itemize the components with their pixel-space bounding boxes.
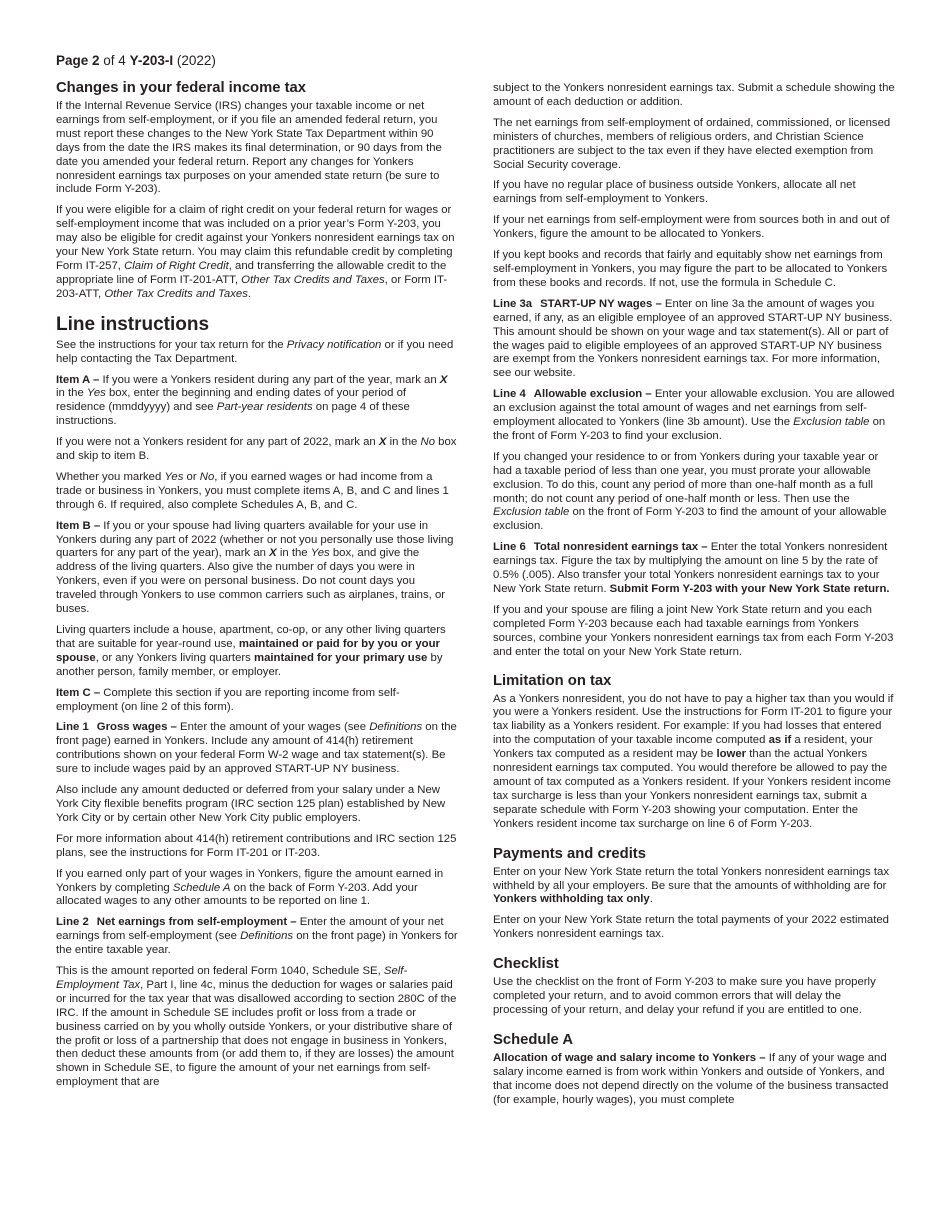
checklist-heading: Checklist <box>493 956 559 973</box>
more-info-paragraph: For more information about 414(h) retirement contributions and IRC section 125 plans, see the instructions for Form IT-201 or IT-203. <box>56 832 457 859</box>
item-c-paragraph: Item C – Complete this section if you are reporting income from self-employment (on line 2 of this form). <box>56 686 400 713</box>
payments-heading: Payments and credits <box>493 845 646 862</box>
payments-paragraph-1: Enter on your New York State return the total Yonkers nonresident earnings tax withheld by all your employers. Be sure that the amounts of withholding are for Yonkers withholding tax only. <box>493 865 890 906</box>
changes-paragraph-1: If the Internal Revenue Service (IRS) changes your taxable income or net earnings from self-employment, or if you file an amended federal return, you must report these changes to the New York State Tax Department within 90 days from the date the IRS makes its final determination, or 90 days from the date you amended your federal return. Report any changes for Yonkers nonresident earnings tax purposes on your amended state return (be sure to include Form Y-203). <box>56 100 442 196</box>
joint-return-paragraph: If you and your spouse are filing a joint New York State return and you each completed Form Y-203 because each had taxable earnings from Yonkers sources, combine your Yonkers nonresident earnings tax from each Form Y-203 and enter the total on your New York State return. <box>493 603 894 658</box>
continued-paragraph: subject to the Yonkers nonresident earnings tax. Submit a schedule showing the amount of each deduction or addition. <box>493 82 895 108</box>
line-2-paragraph: Line 2 Net earnings from self-employment – Enter the amount of your net earnings from self-employment (see Definitions on the front page) in Yonkers for the entire taxable year. <box>56 916 458 957</box>
limitation-heading: Limitation on tax <box>493 672 612 689</box>
schedule-a-paragraph: Allocation of wage and salary income to Yonkers – If any of your wage and salary income earned is from work within Yonkers and outside of Yonkers, and that income does not depend directly on the volume of the business transacted (for example, hourly wages), you must complete <box>493 1051 889 1106</box>
line-instructions-heading: Line instructions <box>56 313 210 335</box>
not-resident-paragraph: If you were not a Yonkers resident for any part of 2022, mark an X in the No box and skip to item B. <box>56 436 457 463</box>
changes-paragraph-2: If you were eligible for a claim of right credit on your federal return for wages or self-employment income that was included on a prior year’s Form Y-203, you may also be eligible for credit against your Yonkers nonresident earnings tax on your New York State return. You may claim this refundable credit by completing Form IT-257, Claim of Right Credit, and transferring the allowable credit to the appropriate line of Form IT-201-ATT, Other Tax Credits and Taxes, or Form IT-203-ATT, Other Tax Credits and Taxes. <box>56 204 455 300</box>
left-column <box>56 80 458 1097</box>
schedule-se-paragraph: This is the amount reported on federal Form 1040, Schedule SE, Self-Employment Tax, Part I, line 4c, minus the deduction for wages or salaries paid or incurred for the tax year that was disallowed according to section 280C of the IRC. If the amount in Schedule SE includes profit or loss from a trade or business carried on by you wholly outside Yonkers, or your distributive share of the profit or loss of a partnership that does not engage in business in Yonkers, then deduct these amounts from (or add them to, if they are losses) the amount shown in Schedule SE, to figure the amount of your net earnings from self-employment that are <box>56 965 457 1089</box>
page-number: Page 2 <box>56 53 100 68</box>
line-4-paragraph: Line 4 Allowable exclusion – Enter your allowable exclusion. You are allowed an exclusion against the total amount of wages and net earnings from self-employment allocated to Yonkers (line 3b amount). Use the Exclusion table on the front of Form Y-203 to find your exclusion. <box>493 388 895 442</box>
right-column <box>493 82 897 1114</box>
line-instructions-intro: See the instructions for your tax return for the Privacy notification or if you need help contacting the Tax Department. <box>56 338 454 365</box>
also-include-paragraph: Also include any amount deducted or deferred from your salary under a New York City flexible benefits program (IRC section 125 plan) established by New York City or by certain other New York City public employers. <box>56 784 446 824</box>
form-id: Y-203-I <box>129 53 174 68</box>
line-1-paragraph: Line 1 Gross wages – Enter the amount of your wages (see Definitions on the front page) earned in Yonkers. Include any amount of 414(h) retirement contributions shown on your federal Form W-2 wage and tax statement(s). Be sure to include wages paid by an approved START-UP NY business. <box>56 721 457 776</box>
page-count: of 4 <box>99 53 130 68</box>
both-sources-paragraph: If your net earnings from self-employment were from sources both in and out of Yonkers, figure the amount to be allocated to Yonkers. <box>493 214 890 241</box>
books-paragraph: If you kept books and records that fairly and equitably show net earnings from self-employment in Yonkers, you may figure the part to be allocated to Yonkers from these books and records. If not, use the formula in Schedule C. <box>493 249 888 289</box>
line-3a-paragraph: Line 3a START-UP NY wages – Enter on line 3a the amount of wages you earned, if any, as an eligible employee of an approved START-UP NY business. This amount should be shown on your wage and tax statement(s). All or part of the wages paid to eligible employees of an approved START-UP NY business are exempt from the Yonkers nonresident earnings tax. For more information, see our website. <box>493 297 893 380</box>
form-year: (2022) <box>173 53 216 68</box>
item-b-paragraph: Item B – If you or your spouse had living quarters available for your use in Yonkers during any part of 2022 (whether or not you personally use those living quarters for any part of the year), mark an X in the Yes box, and give the address of the living quarters. Also give the number of days you were in Yonkers, even if you were on personal business. Do not count days you traveled through Yonkers to use common carriers such as airplanes, trains, or buses. <box>56 519 454 616</box>
changed-residence-paragraph: If you changed your residence to or from Yonkers during your taxable year or had a taxable period of less than one year, you must prorate your allowable exclusion. To do this, count any period of more than one-half month as a full month; do not count any period of one-half month or less. Then use the Exclusion table on the front of Form Y-203 to find the amount of your allowable exclusion. <box>493 450 887 533</box>
page-header <box>56 53 216 69</box>
changes-heading: Changes in your federal income tax <box>56 80 306 96</box>
schedule-a-heading: Schedule A <box>493 1031 574 1048</box>
item-a-paragraph: Item A – If you were a Yonkers resident during any part of the year, mark an X in the Yes box, enter the beginning and ending dates of your period of residence (mmddyyyy) and see Part-year residents on page 4 of these instructions. <box>56 373 448 428</box>
payments-paragraph-2: Enter on your New York State return the total payments of your 2022 estimated Yonkers nonresident earnings tax. <box>493 914 889 941</box>
whether-paragraph: Whether you marked Yes or No, if you earned wages or had income from a trade or business in Yonkers, you must complete items A, B, and C and lines 1 through 6. If required, also complete Schedules A, B, and C. <box>56 470 449 511</box>
living-quarters-paragraph: Living quarters include a house, apartment, co-op, or any other living quarters that are suitable for year-round use, maintained or paid for by you or your spouse, or any Yonkers living quarters maintained for your primary use by another person, family member, or employer. <box>56 624 446 678</box>
part-wages-paragraph: If you earned only part of your wages in Yonkers, figure the amount earned in Yonkers by completing Schedule A on the back of Form Y-203. Add your allocated wages to any other amounts to be reported on line 1. <box>56 867 444 908</box>
line-6-paragraph: Line 6 Total nonresident earnings tax – Enter the total Yonkers nonresident earnings tax. Figure the tax by multiplying the amount on line 5 by the rate of 0.5% (.005). Also transfer your total Yonkers nonresident earnings tax to your New York State return. Submit Form Y-203 with your New York State return. <box>493 541 890 595</box>
checklist-paragraph: Use the checklist on the front of Form Y-203 to make sure you have properly completed your return, and to avoid common errors that will delay the processing of your return, and delay your refund if you are entitled to one. <box>493 976 876 1016</box>
clergy-paragraph: The net earnings from self-employment of ordained, commissioned, or licensed ministers of churches, members of religious orders, and Christian Science practitioners are subject to the tax even if they have elected exemption from Social Security coverage. <box>493 116 891 171</box>
limitation-paragraph: As a Yonkers nonresident, you do not have to pay a higher tax than you would if you were a Yonkers resident. Use the instructions for Form IT-201 to figure your tax liability as a Yonkers resident. For example: If you had losses that entered into the computation of your taxable income computed as if a resident, your Yonkers tax computed as a resident may be lower than the actual Yonkers nonresident earnings tax computed. You would therefore be allowed to pay the amount of tax computed as a Yonkers resident. If your Yonkers resident income tax surcharge is less than your Yonkers nonresident earnings tax, submit a separate schedule with Form Y-203 showing your computation. Enter the Yonkers resident income tax surcharge on line 6 of Form Y-203. <box>493 692 894 830</box>
no-place-paragraph: If you have no regular place of business outside Yonkers, allocate all net earnings from self-employment to Yonkers. <box>493 179 856 206</box>
